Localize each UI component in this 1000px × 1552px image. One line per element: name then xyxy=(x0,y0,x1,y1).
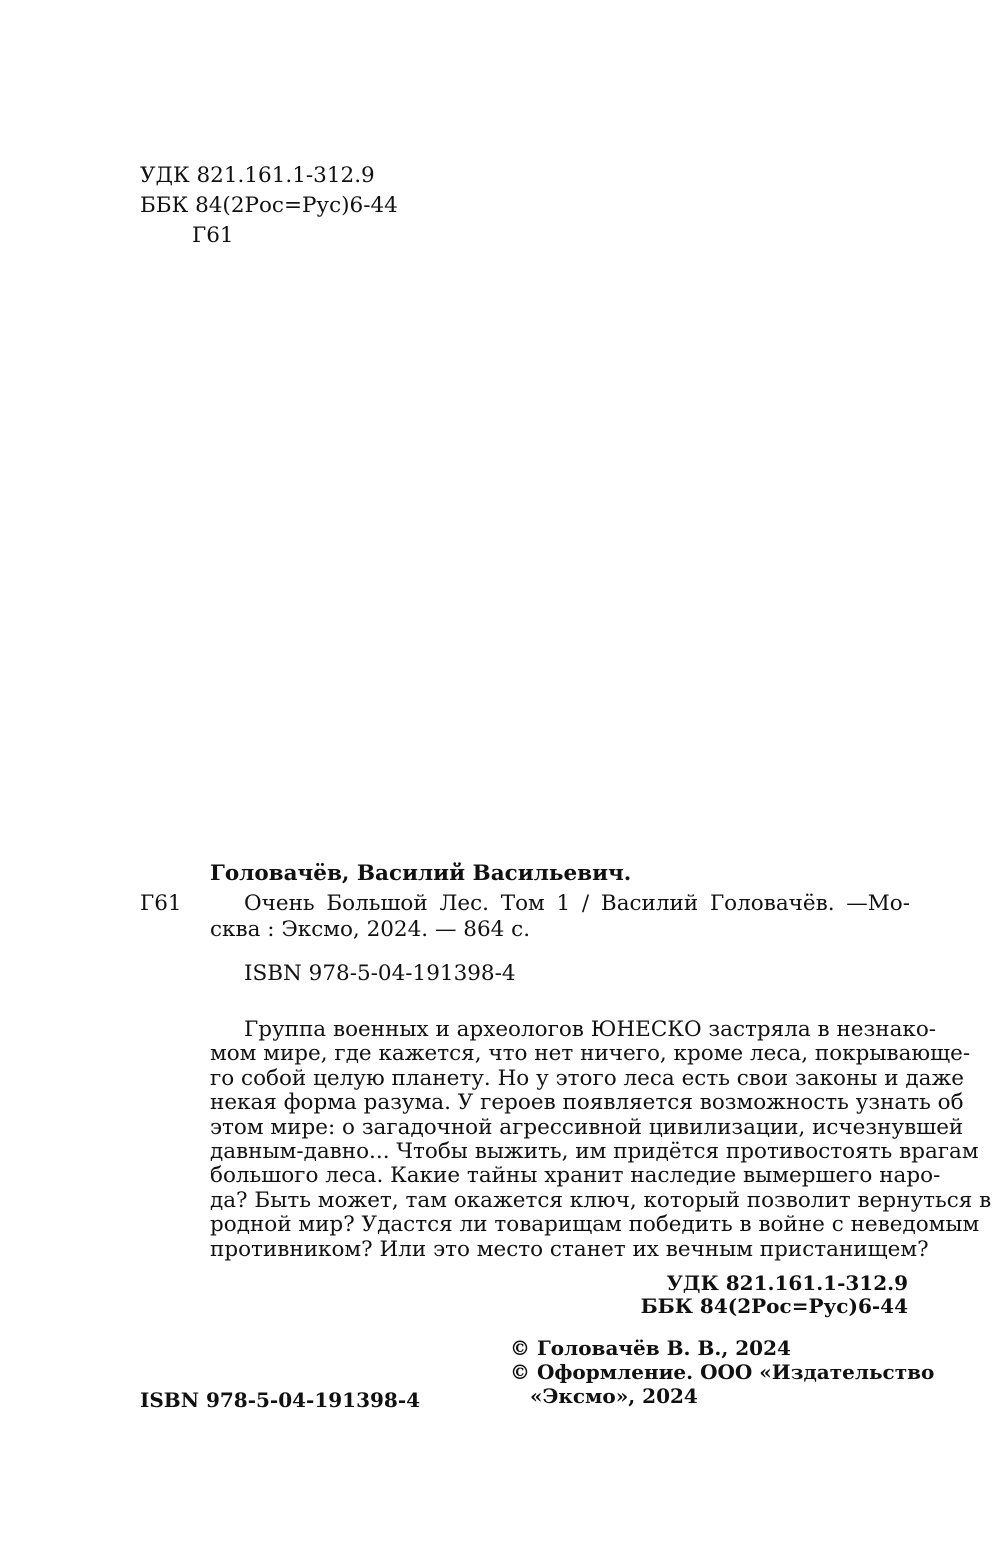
record-title-line: сква : Эксмо, 2024. — 864 с. xyxy=(210,917,531,942)
record-author-code: Г61 xyxy=(140,891,182,916)
record-bbk: ББК 84(2Рос=Рус)6-44 xyxy=(640,1294,908,1318)
annotation-line: родной мир? Удастся ли товарищам победить в войне с неведомым xyxy=(210,1212,980,1238)
record-udk: УДК 821.161.1-312.9 xyxy=(666,1271,908,1295)
annotation-line: мом мире, где кажется, что нет ничего, кроме леса, покрывающе- xyxy=(210,1041,971,1067)
top-udk: УДК 821.161.1-312.9 xyxy=(140,163,375,188)
annotation-line: давным-давно... Чтобы выжить, им придётся противостоять врагам xyxy=(210,1138,979,1164)
annotation-line: Группа военных и археологов ЮНЕСКО застряла в незнако- xyxy=(244,1017,937,1042)
annotation-line: противником? Или это место станет их вечным пристанищем? xyxy=(210,1236,929,1262)
record-author: Головачёв, Василий Васильевич. xyxy=(210,861,632,886)
record-title-line: Очень Большой Лес. Том 1 / Василий Головачёв. —Мо- xyxy=(244,891,910,916)
top-bbk: ББК 84(2Рос=Рус)6-44 xyxy=(140,193,398,218)
annotation-line: да? Быть может, там окажется ключ, который позволит вернуться в xyxy=(210,1187,992,1213)
footer-isbn: ISBN 978-5-04-191398-4 xyxy=(140,1388,421,1412)
copyright-design-continued: «Эксмо», 2024 xyxy=(530,1384,698,1408)
annotation-line: этом мире: о загадочной агрессивной цивилизации, исчезнувшей xyxy=(210,1114,964,1140)
annotation-line: большого леса. Какие тайны хранит наследие вымершего наро- xyxy=(210,1163,941,1189)
copyright-design: © Оформление. ООО «Издательство xyxy=(510,1360,935,1384)
annotation-line: некая форма разума. У героев появляется возможность узнать об xyxy=(210,1090,964,1116)
record-title xyxy=(210,891,910,943)
record-isbn: ISBN 978-5-04-191398-4 xyxy=(244,961,516,986)
annotation-line: го собой целую планету. Но у этого леса есть свои законы и даже xyxy=(210,1065,964,1091)
top-author-code: Г61 xyxy=(192,223,234,248)
annotation xyxy=(210,1017,992,1262)
copyright-author: © Головачёв В. В., 2024 xyxy=(510,1336,791,1360)
